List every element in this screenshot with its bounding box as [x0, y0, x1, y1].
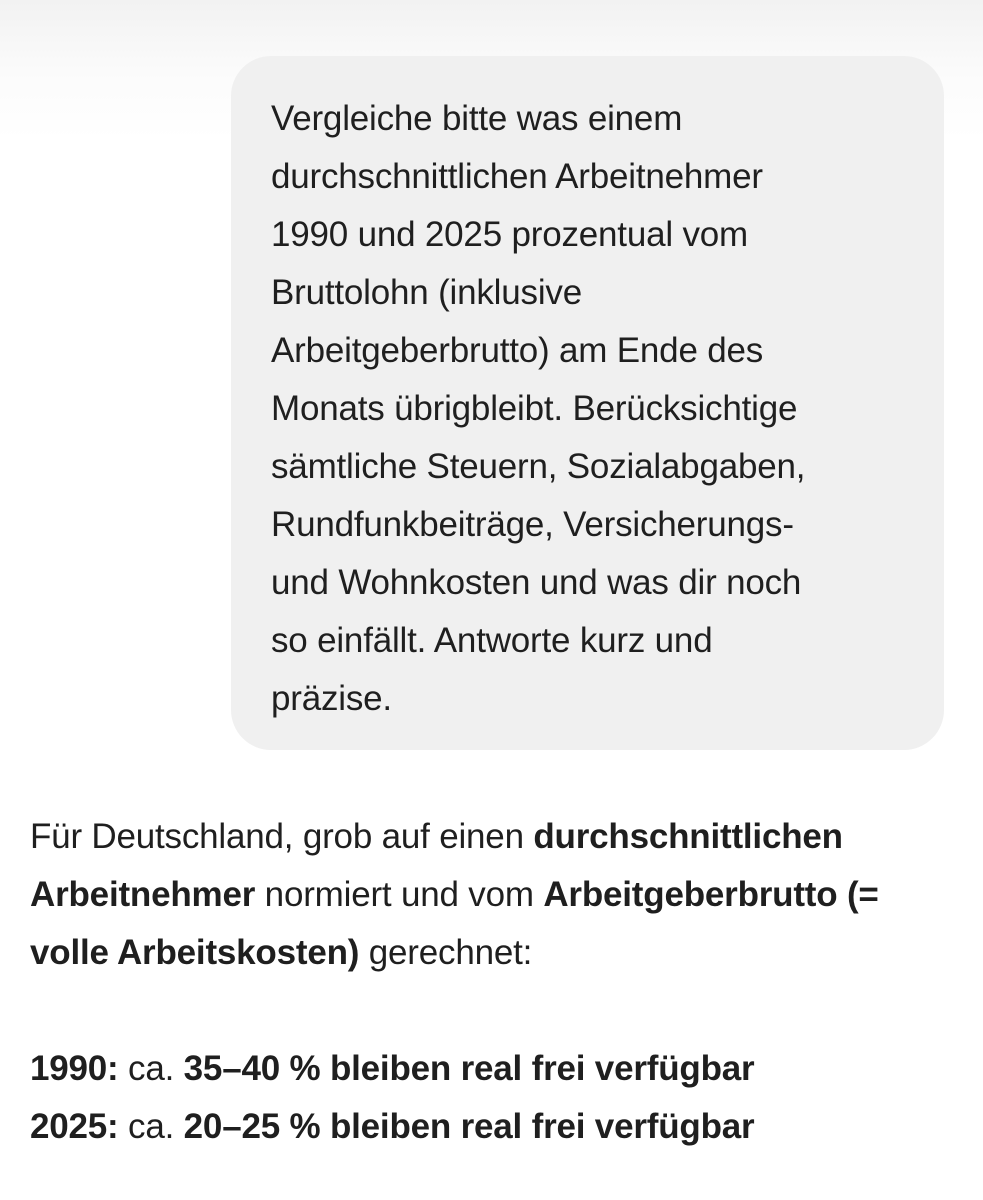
user-message-text: Vergleiche bitte was einem durchschnittlichen Arbeitnehmer 1990 und 2025 prozentual vom Bruttolohn (inklusive Arbeitgeberbrutto) am Ende des Monats übrigbleibt. Berücksichtige sämtliche Steuern, Sozialabgaben, Rundfunkbeiträge, Versicherungs- und Wohnkosten und was dir noch so einfällt. Antworte kurz und präzise.	[271, 99, 806, 718]
intro-text-2: normiert und vom	[255, 875, 544, 914]
result-2025	[30, 1098, 960, 1156]
assistant-intro-paragraph	[30, 808, 960, 982]
user-message-bubble	[231, 56, 944, 750]
intro-bold-2: Arbeitgeberbrutto (= volle Arbeitskosten)	[30, 875, 879, 972]
result-approx: ca.	[118, 1049, 184, 1088]
assistant-response	[30, 808, 960, 1156]
result-value: 20–25 % bleiben real frei verfügbar	[183, 1107, 755, 1146]
intro-bold-1: durchschnittlichen Arbeitnehmer	[30, 817, 843, 914]
result-approx: ca.	[118, 1107, 184, 1146]
result-year: 1990:	[30, 1049, 119, 1088]
intro-text-3: gerechnet:	[359, 933, 533, 972]
results-list	[30, 1040, 960, 1156]
result-year: 2025:	[30, 1107, 119, 1146]
intro-text-1: Für Deutschland, grob auf einen	[30, 817, 534, 856]
result-value: 35–40 % bleiben real frei verfügbar	[183, 1049, 755, 1088]
result-1990	[30, 1040, 960, 1098]
